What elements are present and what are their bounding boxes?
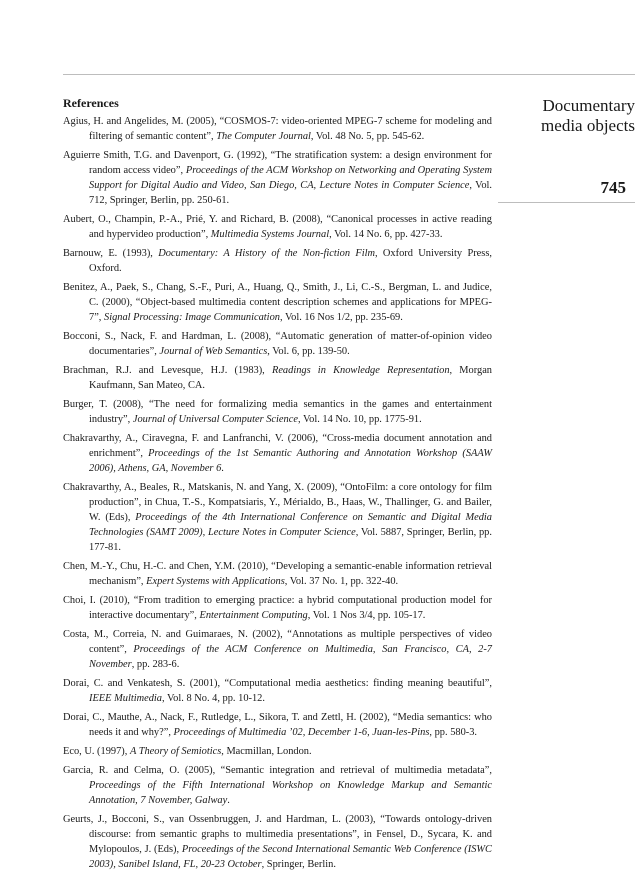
reference-text: Choi, I. (2010), “From tradition to emerging practice: a hybrid computational production model for interactive documentary”, [63, 595, 492, 621]
top-rule [63, 74, 635, 75]
reference-details: , Vol. 6, pp. 139-50. [267, 346, 350, 357]
reference-italic-title: The Computer Journal [216, 131, 311, 142]
reference-details: , Vol. 37 No. 1, pp. 322-40. [284, 576, 399, 587]
reference-details: , Vol. 16 Nos 1/2, pp. 235-69. [279, 312, 403, 323]
reference-entry [63, 593, 492, 623]
reference-entry [63, 627, 492, 672]
reference-italic-title: Documentary: A History of the Non-fiction Film [158, 248, 376, 259]
reference-text: Bocconi, S., Nack, F. and Hardman, L. (2008), “Automatic generation of matter-of-opinion video documentaries”, [63, 331, 492, 357]
reference-text: Garcia, R. and Celma, O. (2005), “Semantic integration and retrieval of multimedia metadata”, [63, 765, 492, 776]
reference-details: , Morgan Kaufmann, San Mateo, CA. [89, 365, 492, 391]
reference-text: Dorai, C. and Venkatesh, S. (2001), “Computational media aesthetics: finding meaning beautiful”, [63, 678, 492, 689]
reference-italic-title: A Theory of Semiotics [129, 746, 222, 757]
running-title-line-2: media objects [541, 116, 635, 135]
reference-italic-title: Proceedings of the Fifth International Workshop on Knowledge Markup and Semantic Annotation, 7 November, Galway [89, 780, 492, 806]
reference-text: Chakravarthy, A., Beales, R., Matskanis, N. and Yang, X. (2009), “OntoFilm: a core ontology for film production”, in Chua, T.-S., Kompatsiaris, Y., Mérialdo, B., Haas, W., Thallinger, G. and Bailer, W. (Eds), [63, 482, 492, 523]
references-heading: References [63, 96, 119, 110]
reference-italic-title: Proceedings of the 1st Semantic Authoring and Annotation Workshop (SAAW 2006), Athens, GA, November 6 [89, 448, 492, 474]
reference-entry [63, 148, 492, 208]
reference-italic-title: Multimedia Systems Journal [210, 229, 330, 240]
page-number: 745 [600, 178, 626, 197]
running-header [498, 96, 635, 197]
reference-entry [63, 480, 492, 555]
reference-text: Brachman, R.J. and Levesque, H.J. (1983), [63, 365, 272, 376]
reference-details: , Vol. 8 No. 4, pp. 10-12. [162, 693, 265, 704]
reference-italic-title: Entertainment Computing [199, 610, 308, 621]
reference-text: Geurts, J., Bocconi, S., van Ossenbruggen, J. and Hardman, L. (2003), “Towards ontology-driven discourse: from semantic graphs to multimedia presentations”, in Fensel, D., Sycara, K. and Mylopoulos, J. (Eds), [63, 814, 492, 855]
running-title [498, 96, 635, 136]
reference-details: , Vol. 14 No. 10, pp. 1775-91. [297, 414, 422, 425]
reference-text: Costa, M., Correia, N. and Guimaraes, N. (2002), “Annotations as multiple perspectives of video content”, [63, 629, 492, 655]
reference-entry [63, 812, 492, 872]
reference-details: , Vol. 14 No. 6, pp. 427-33. [329, 229, 443, 240]
reference-entry [63, 431, 492, 476]
reference-list [63, 114, 492, 872]
reference-details: , pp. 283-6. [131, 659, 180, 670]
side-rule [498, 202, 635, 203]
reference-italic-title: Proceedings of Multimedia ’02, December 1-6, Juan-les-Pins [173, 727, 430, 738]
reference-italic-title: Expert Systems with Applications [146, 576, 285, 587]
reference-text: Aubert, O., Champin, P.-A., Prié, Y. and Richard, B. (2008), “Canonical processes in active reading and hypervideo production”, [63, 214, 492, 240]
references-section [63, 96, 492, 876]
reference-entry [63, 763, 492, 808]
reference-details: , Oxford University Press, Oxford. [89, 248, 492, 274]
reference-entry [63, 676, 492, 706]
reference-entry [63, 114, 492, 144]
reference-text: Burger, T. (2008), “The need for formalizing media semantics in the games and entertainment industry”, [63, 399, 492, 425]
reference-text: Agius, H. and Angelides, M. (2005), “COSMOS-7: video-oriented MPEG-7 scheme for modeling and filtering of semantic content”, [63, 116, 492, 142]
reference-italic-title: Journal of Universal Computer Science [132, 414, 298, 425]
reference-italic-title: Proceedings of the ACM Workshop on Networking and Operating System Support for Digital Audio and Video, San Diego, CA, Lecture Notes in Computer Science [89, 165, 492, 191]
reference-text: Eco, U. (1997), [63, 746, 130, 757]
reference-details: , Macmillan, London. [221, 746, 312, 757]
reference-text: Chakravarthy, A., Ciravegna, F. and Lanfranchi, V. (2006), “Cross-media document annotation and enrichment”, [63, 433, 492, 459]
reference-text: Aguierre Smith, T.G. and Davenport, G. (1992), “The stratification system: a design environment for random access video”, [63, 150, 492, 176]
reference-italic-title: Proceedings of the Second International Semantic Web Conference (ISWC 2003), Sanibel Island, FL, 20-23 October [89, 844, 492, 870]
running-title-line-1: Documentary [542, 96, 635, 115]
reference-entry [63, 329, 492, 359]
reference-details: , Vol. 1 Nos 3/4, pp. 105-17. [307, 610, 426, 621]
reference-entry [63, 246, 492, 276]
reference-text: Dorai, C., Mauthe, A., Nack, F., Rutledge, L., Sikora, T. and Zettl, H. (2002), “Media semantics: who needs it and why?”, [63, 712, 492, 738]
reference-italic-title: Proceedings of the 4th International Conference on Semantic and Digital Media Technologies (SAMT 2009), Lecture Notes in Computer Science [89, 512, 492, 538]
reference-text: Barnouw, E. (1993), [63, 248, 159, 259]
reference-entry [63, 280, 492, 325]
reference-entry [63, 363, 492, 393]
reference-details: . [227, 795, 230, 806]
reference-entry [63, 710, 492, 740]
reference-italic-title: Proceedings of the ACM Conference on Multimedia, San Francisco, CA, 2-7 November [89, 644, 492, 670]
reference-italic-title: Readings in Knowledge Representation [271, 365, 450, 376]
reference-details: , Springer, Berlin. [261, 859, 336, 870]
reference-italic-title: IEEE Multimedia [89, 693, 163, 704]
reference-details: , pp. 580-3. [429, 727, 478, 738]
reference-details: , Vol. 712, Springer, Berlin, pp. 250-61. [89, 180, 492, 206]
reference-text: Chen, M.-Y., Chu, H.-C. and Chen, Y.M. (2010), “Developing a semantic-enable information retrieval mechanism”, [63, 561, 492, 587]
reference-text: Benitez, A., Paek, S., Chang, S.-F., Puri, A., Huang, Q., Smith, J., Li, C.-S., Bergman, L. and Judice, C. (2000), “Object-based multimedia content description schemes and applications for MPEG-7”, [63, 282, 492, 323]
reference-entry [63, 212, 492, 242]
reference-italic-title: Signal Processing: Image Communication [104, 312, 280, 323]
reference-entry [63, 397, 492, 427]
reference-entry [63, 744, 492, 759]
reference-italic-title: Journal of Web Semantics [159, 346, 268, 357]
reference-details: . [221, 463, 224, 474]
reference-details: , Vol. 5887, Springer, Berlin, pp. 177-81. [89, 527, 492, 553]
reference-details: , Vol. 48 No. 5, pp. 545-62. [310, 131, 425, 142]
reference-entry [63, 559, 492, 589]
